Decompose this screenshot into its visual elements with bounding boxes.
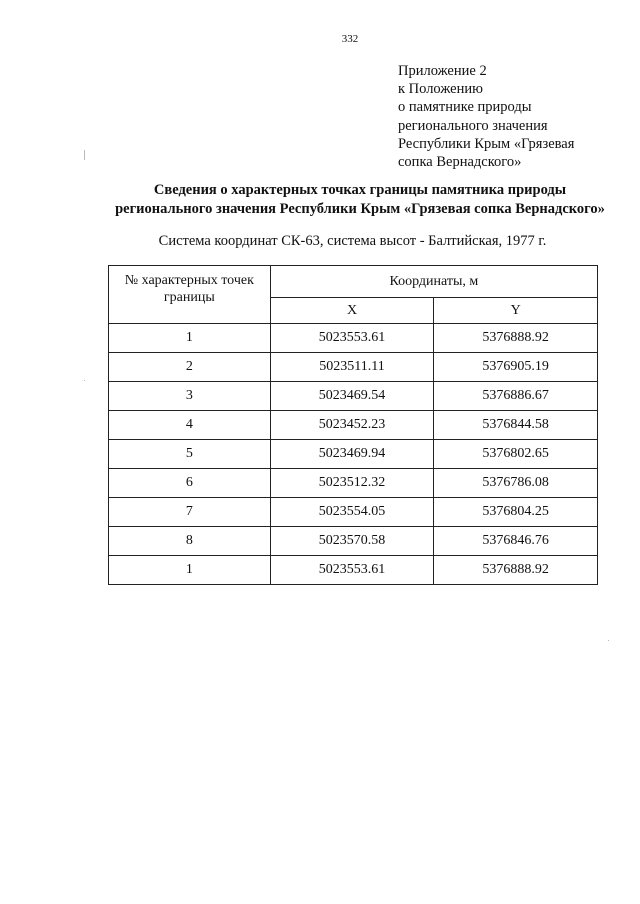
- appendix-line: Приложение 2: [398, 63, 487, 79]
- table-row: [109, 324, 598, 353]
- x-cell: 5023511.11: [270, 353, 434, 382]
- table-row: [109, 411, 598, 440]
- point-number-cell: 6: [109, 469, 271, 498]
- y-cell: 5376905.19: [434, 353, 598, 382]
- heading-line-1: Сведения о характерных точках границы памятника природы: [153, 182, 567, 198]
- page-number: 332: [341, 33, 359, 45]
- table-row: [109, 353, 598, 382]
- appendix-line: Республики Крым «Грязевая: [398, 135, 575, 152]
- point-number-cell: 3: [109, 382, 271, 411]
- point-number-cell: 5: [109, 440, 271, 469]
- coordinates-header: Координаты, м: [270, 266, 597, 298]
- coordinate-system-note: Система координат СК-63, система высот - Балтийская, 1977 г.: [158, 233, 547, 249]
- y-cell: 5376888.92: [434, 324, 598, 353]
- y-cell: 5376886.67: [434, 382, 598, 411]
- point-number-header: № характерных точек границы: [109, 266, 271, 324]
- document-heading: [60, 181, 640, 219]
- y-cell: 5376846.76: [434, 527, 598, 556]
- scan-speck: [84, 150, 85, 160]
- x-cell: 5023512.32: [270, 469, 434, 498]
- x-cell: 5023469.54: [270, 382, 434, 411]
- x-cell: 5023553.61: [270, 556, 434, 585]
- point-number-cell: 1: [109, 556, 271, 585]
- y-cell: 5376802.65: [434, 440, 598, 469]
- x-cell: 5023452.23: [270, 411, 434, 440]
- x-cell: 5023553.61: [270, 324, 434, 353]
- table-row: [109, 527, 598, 556]
- scan-speck: [84, 380, 85, 381]
- point-number-cell: 7: [109, 498, 271, 527]
- appendix-line: регионального значения: [398, 117, 548, 134]
- appendix-line: к Положению: [398, 81, 483, 98]
- coordinates-table: [108, 265, 598, 585]
- y-cell: 5376844.58: [434, 411, 598, 440]
- y-header: Y: [434, 298, 598, 324]
- y-cell: 5376888.92: [434, 556, 598, 585]
- y-cell: 5376786.08: [434, 469, 598, 498]
- table-row: [109, 382, 598, 411]
- table-row: [109, 440, 598, 469]
- heading-line-2: регионального значения Республики Крым «Грязевая сопка Вернадского»: [115, 201, 605, 217]
- appendix-reference: [398, 62, 628, 171]
- scan-speck: [608, 640, 609, 641]
- x-cell: 5023554.05: [270, 498, 434, 527]
- appendix-line: сопка Вернадского»: [398, 154, 522, 171]
- point-number-cell: 1: [109, 324, 271, 353]
- table-row: [109, 469, 598, 498]
- x-cell: 5023570.58: [270, 527, 434, 556]
- table-row: [109, 498, 598, 527]
- point-number-cell: 4: [109, 411, 271, 440]
- table-row: [109, 556, 598, 585]
- y-cell: 5376804.25: [434, 498, 598, 527]
- point-number-cell: 8: [109, 527, 271, 556]
- x-cell: 5023469.94: [270, 440, 434, 469]
- point-number-cell: 2: [109, 353, 271, 382]
- appendix-line: о памятнике природы: [398, 99, 532, 116]
- x-header: X: [270, 298, 434, 324]
